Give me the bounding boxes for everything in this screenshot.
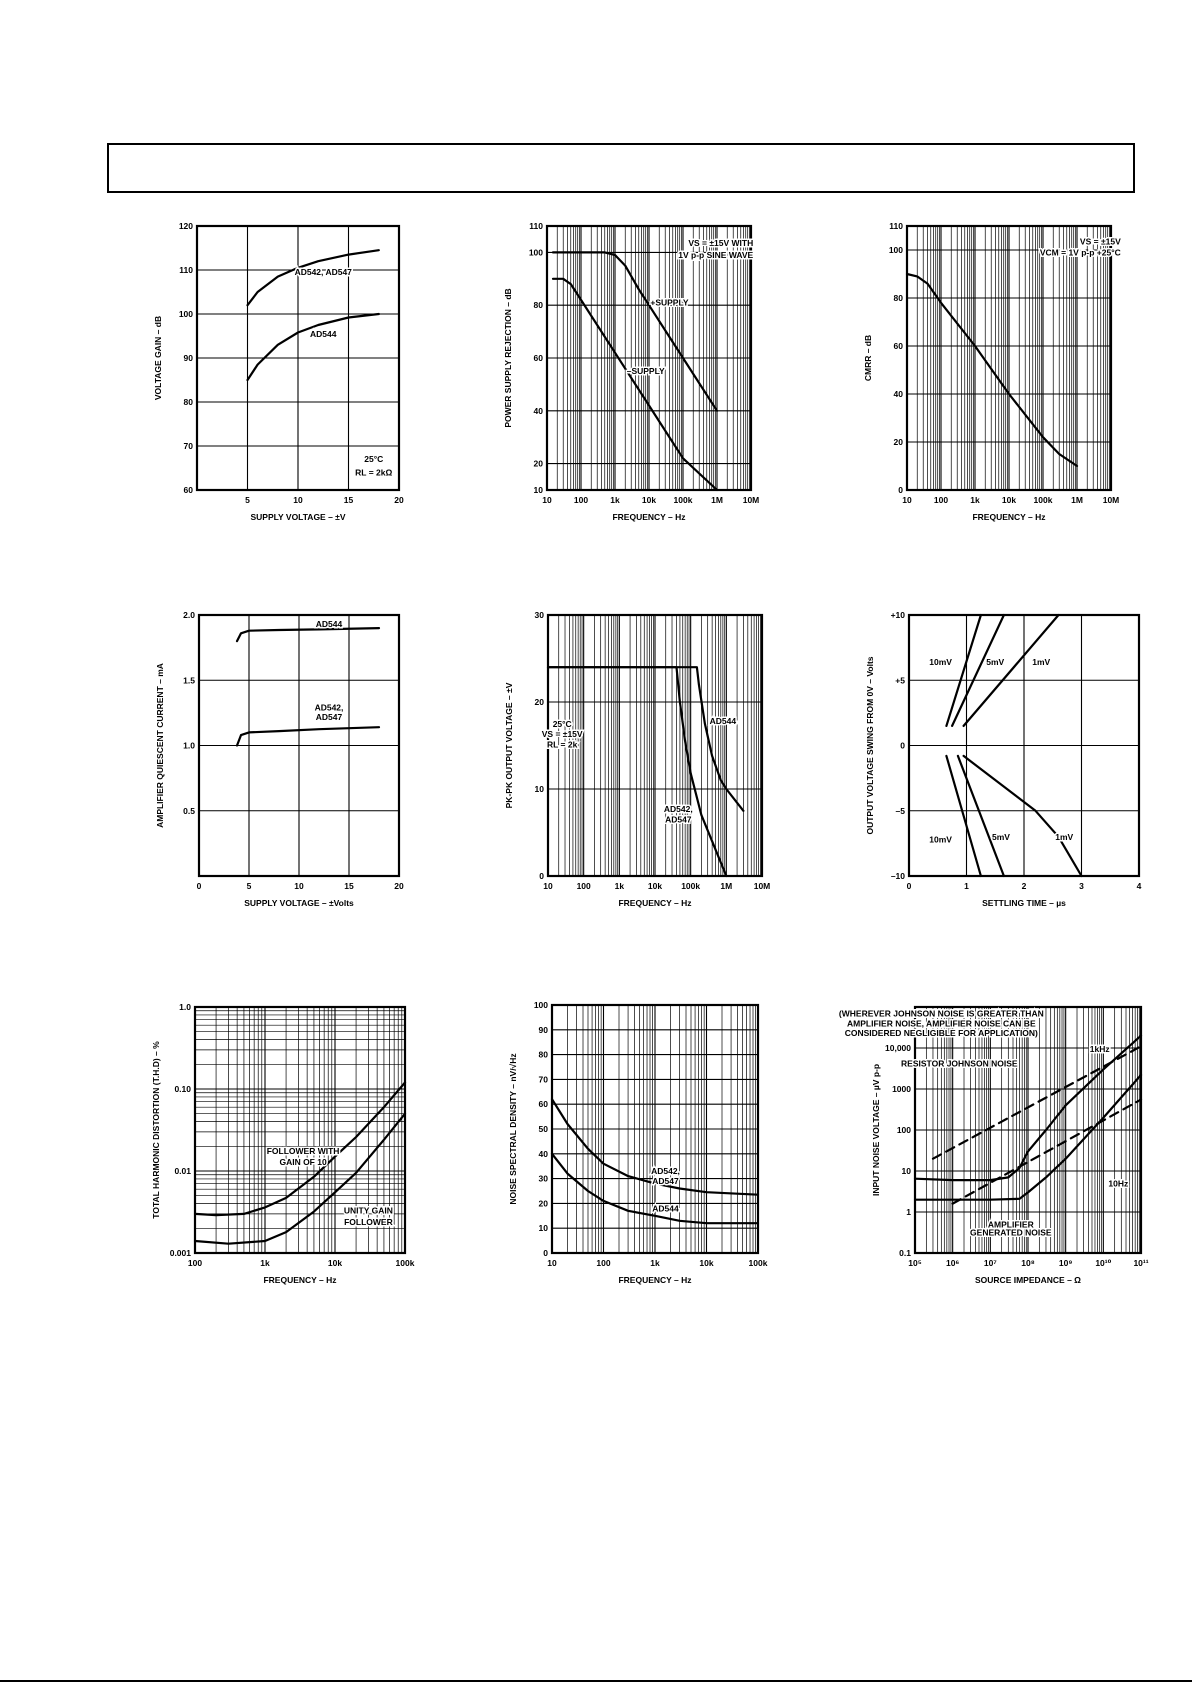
y-tick-label: 40 — [538, 1148, 548, 1159]
x-tick-label: 10 — [542, 495, 552, 505]
x-tick-label: 1k — [970, 495, 980, 505]
x-tick-label: 10k — [1001, 495, 1017, 505]
thd-vs-frequency-chart — [147, 1001, 417, 1301]
annotation-label: VS = ±15V — [541, 729, 583, 740]
x-tick-label: 10 — [543, 881, 553, 891]
x-tick-label: 10 — [902, 495, 912, 505]
y-tick-label: 20 — [534, 697, 544, 707]
x-tick-label: 15 — [343, 495, 354, 505]
annotation-label: AD544 — [315, 619, 343, 630]
x-axis-label: FREQUENCY – Hz — [612, 512, 686, 522]
y-tick-label: 1.0 — [183, 740, 195, 751]
x-tick-label: 1k — [614, 881, 625, 891]
y-tick-label: 90 — [538, 1024, 548, 1035]
annotation-label: 10mV — [929, 834, 952, 845]
y-axis-label: PK-PK OUTPUT VOLTAGE – ±V — [504, 682, 514, 809]
annotation-label: RESISTOR JOHNSON NOISE — [901, 1058, 1018, 1069]
annotation-label: GENERATED NOISE — [970, 1227, 1052, 1238]
annotation-label: 10mV — [929, 656, 952, 667]
y-tick-label: –10 — [890, 871, 905, 881]
cmrr-vs-frequency-chart — [859, 220, 1123, 538]
annotation-label: UNITY GAIN — [343, 1205, 393, 1216]
annotation-label: 25°C — [364, 454, 384, 465]
y-tick-label: +10 — [890, 610, 905, 620]
y-tick-label: 40 — [533, 405, 543, 416]
x-axis-label: SOURCE IMPEDANCE – Ω — [975, 1275, 1081, 1285]
x-tick-label: 1M — [1071, 495, 1083, 505]
x-tick-label: 10 — [547, 1258, 557, 1268]
x-axis-label: SUPPLY VOLTAGE – ±Volts — [244, 898, 354, 908]
x-axis-label: SETTLING TIME – µs — [982, 898, 1066, 908]
series-line — [248, 250, 379, 305]
y-tick-label: 50 — [538, 1124, 548, 1134]
x-tick-label: 10M — [742, 495, 760, 505]
x-tick-label: 10⁹ — [1058, 1258, 1073, 1268]
y-tick-label: 30 — [538, 1173, 548, 1184]
y-tick-label: 60 — [538, 1099, 548, 1110]
y-tick-label: 1 — [906, 1207, 911, 1217]
annotation-label: VCM = 1V p-p +25°C — [1039, 247, 1121, 258]
y-tick-label: 0.01 — [174, 1166, 191, 1176]
x-tick-label: 10⁸ — [1021, 1258, 1035, 1268]
x-tick-label: 3 — [1079, 881, 1084, 891]
y-tick-label: 80 — [538, 1049, 548, 1060]
x-tick-label: 10¹⁰ — [1095, 1258, 1112, 1268]
x-tick-label: 15 — [344, 881, 354, 891]
annotation-label: AD542, AD547 — [294, 267, 352, 278]
y-tick-label: 10 — [538, 1223, 548, 1234]
y-tick-label: 20 — [893, 437, 903, 447]
annotation-label: –SUPPLY — [626, 366, 665, 377]
input-noise-vs-source-impedance-chart — [838, 1001, 1153, 1301]
x-axis-label: FREQUENCY – Hz — [618, 898, 692, 908]
x-tick-label: 10k — [327, 1258, 343, 1268]
annotation-label: AD542, — [651, 1166, 680, 1177]
x-tick-label: 100k — [1033, 495, 1053, 505]
y-tick-label: 120 — [178, 221, 193, 231]
x-tick-label: 10k — [641, 495, 657, 505]
x-axis-label: FREQUENCY – Hz — [618, 1275, 692, 1285]
x-tick-label: 100 — [933, 495, 949, 505]
annotation-label: 10Hz — [1108, 1178, 1129, 1189]
y-tick-label: 30 — [534, 610, 544, 620]
y-tick-label: 100 — [178, 309, 193, 319]
x-tick-label: 10 — [293, 495, 303, 505]
y-tick-label: 80 — [183, 397, 193, 407]
y-tick-label: 110 — [529, 221, 543, 231]
y-tick-label: 80 — [893, 293, 903, 303]
x-tick-label: 100 — [573, 495, 589, 505]
y-tick-label: –5 — [895, 805, 905, 816]
y-tick-label: 1.0 — [179, 1002, 191, 1012]
x-tick-label: 10¹¹ — [1133, 1258, 1149, 1268]
voltage-gain-vs-supply-voltage-chart — [149, 220, 411, 538]
page-bottom-rule — [0, 1680, 1192, 1682]
x-tick-label: 1k — [650, 1258, 660, 1268]
y-tick-label: 2.0 — [183, 610, 195, 620]
x-axis-label: FREQUENCY – Hz — [263, 1275, 337, 1285]
annotation-label: VS = ±15V — [1079, 236, 1121, 247]
annotation-label: (WHEREVER JOHNSON NOISE IS GREATER THAN — [838, 1008, 1044, 1019]
annotation-label: 5mV — [986, 656, 1005, 667]
y-axis-label: OUTPUT VOLTAGE SWING FROM 0V – Volts — [865, 656, 875, 835]
noise-spectral-density-vs-frequency-chart — [504, 999, 770, 1301]
y-tick-label: 20 — [538, 1198, 548, 1209]
y-tick-label: 10,000 — [885, 1043, 911, 1053]
x-tick-label: 10M — [1102, 495, 1120, 505]
y-tick-label: 0 — [543, 1248, 548, 1258]
y-tick-label: 60 — [893, 341, 903, 351]
y-tick-label: 100 — [888, 245, 903, 255]
x-tick-label: 4 — [1136, 881, 1142, 891]
y-tick-label: 10 — [533, 485, 543, 495]
y-tick-label: 110 — [179, 265, 193, 275]
y-tick-label: 110 — [889, 221, 903, 231]
header-title-box — [107, 143, 1135, 193]
x-tick-label: 20 — [394, 495, 404, 505]
y-tick-label: 10 — [534, 784, 544, 794]
annotation-label: AD542, — [314, 702, 344, 713]
y-tick-label: 0.10 — [174, 1084, 191, 1094]
x-tick-label: 1M — [720, 881, 733, 891]
x-tick-label: 1M — [711, 495, 723, 505]
annotation-label: VS = ±15V WITH — [688, 238, 754, 249]
x-tick-label: 1k — [610, 495, 620, 505]
annotation-label: 1kHz — [1089, 1043, 1110, 1054]
x-tick-label: 5 — [245, 495, 250, 505]
y-axis-label: TOTAL HARMONIC DISTORTION (T.H.D) – % — [151, 1041, 161, 1219]
annotation-label: FOLLOWER — [344, 1216, 393, 1227]
series-line — [248, 314, 379, 380]
output-swing-vs-settling-time-chart — [861, 609, 1151, 924]
x-axis-label: FREQUENCY – Hz — [972, 512, 1046, 522]
y-tick-label: 100 — [896, 1125, 911, 1135]
x-tick-label: 100k — [673, 495, 693, 505]
annotation-label: 25°C — [552, 718, 572, 729]
y-tick-label: 0 — [539, 871, 544, 881]
annotation-label: +SUPPLY — [650, 297, 689, 308]
y-axis-label: NOISE SPECTRAL DENSITY – nV/√Hz — [508, 1053, 518, 1205]
y-tick-label: 70 — [538, 1074, 548, 1085]
annotation-label: AD544 — [652, 1203, 679, 1214]
x-tick-label: 100 — [187, 1258, 203, 1268]
annotation-label: AD542, — [663, 804, 693, 815]
y-tick-label: 100 — [533, 1000, 548, 1010]
y-tick-label: 0 — [898, 485, 903, 495]
annotation-label: 1V p-p SINE WAVE — [678, 250, 754, 261]
x-tick-label: 0 — [906, 881, 912, 891]
y-tick-label: 0 — [900, 740, 905, 751]
x-tick-label: 1k — [260, 1258, 270, 1268]
y-tick-label: 20 — [533, 458, 543, 469]
x-tick-label: 10k — [647, 881, 663, 891]
x-tick-label: 100k — [681, 881, 701, 891]
annotation-label: RL = 2k — [547, 739, 578, 750]
x-tick-label: 20 — [394, 881, 404, 891]
y-tick-label: 0.5 — [183, 805, 195, 816]
x-tick-label: 100 — [596, 1258, 611, 1268]
x-tick-label: 10k — [699, 1258, 714, 1268]
series-line — [946, 615, 981, 726]
quiescent-current-vs-supply-voltage-chart — [151, 609, 411, 924]
y-axis-label: INPUT NOISE VOLTAGE – µV p-p — [871, 1063, 881, 1197]
annotation-label: AD544 — [310, 328, 337, 339]
x-tick-label: 100k — [395, 1258, 415, 1268]
x-tick-label: 100k — [748, 1258, 768, 1268]
x-axis-label: SUPPLY VOLTAGE – ±V — [250, 512, 346, 522]
x-tick-label: 2 — [1021, 881, 1027, 891]
annotation-label: AD547 — [665, 814, 692, 825]
annotation-label: 1mV — [1055, 831, 1074, 842]
series-line — [958, 756, 1004, 876]
annotation-label: AD547 — [315, 711, 343, 722]
x-tick-label: 10⁶ — [945, 1258, 960, 1268]
y-tick-label: 0.1 — [899, 1248, 911, 1258]
x-tick-label: 100 — [576, 881, 591, 891]
annotation-label: FOLLOWER WITH — [266, 1146, 340, 1157]
x-tick-label: 10 — [294, 881, 304, 891]
annotation-label: CONSIDERED NEGLIGIBLE FOR APPLICATION) — [844, 1028, 1038, 1039]
y-tick-label: 1000 — [892, 1084, 911, 1094]
annotation-label: GAIN OF 10 — [279, 1157, 327, 1168]
x-tick-label: 10M — [753, 881, 771, 891]
y-tick-label: 100 — [528, 247, 543, 258]
series-line — [907, 274, 1077, 466]
annotation-label: 1mV — [1032, 656, 1051, 667]
y-axis-label: AMPLIFIER QUIESCENT CURRENT – mA — [155, 663, 165, 828]
output-voltage-vs-frequency-chart — [500, 609, 774, 924]
x-tick-label: 1 — [964, 881, 969, 891]
x-tick-label: 0 — [196, 881, 202, 891]
y-tick-label: 40 — [893, 389, 903, 399]
power-supply-rejection-vs-frequency-chart — [499, 220, 763, 538]
annotation-label: AD544 — [709, 716, 737, 727]
x-tick-label: 5 — [246, 881, 252, 891]
y-tick-label: 1.5 — [183, 675, 195, 686]
y-axis-label: VOLTAGE GAIN – dB — [153, 315, 163, 401]
y-tick-label: 70 — [183, 441, 193, 451]
y-tick-label: 10 — [901, 1166, 911, 1176]
series-line — [237, 628, 379, 641]
annotation-label: AMPLIFIER NOISE, AMPLIFIER NOISE CAN BE — [847, 1018, 1036, 1029]
y-tick-label: 80 — [533, 300, 543, 311]
annotation-label: AD547 — [652, 1176, 679, 1187]
x-tick-label: 10⁷ — [983, 1258, 997, 1268]
y-tick-label: 60 — [183, 485, 193, 495]
y-tick-label: 0.001 — [169, 1248, 191, 1258]
y-axis-label: CMRR – dB — [863, 334, 873, 382]
annotation-label: AMPLIFIER — [987, 1219, 1034, 1230]
series-line — [237, 727, 379, 745]
y-tick-label: +5 — [895, 675, 905, 686]
y-tick-label: 60 — [533, 353, 543, 363]
annotation-label: RL = 2kΩ — [355, 467, 393, 478]
annotation-label: 5mV — [992, 831, 1010, 842]
y-axis-label: POWER SUPPLY REJECTION – dB — [503, 288, 513, 428]
x-tick-label: 10⁵ — [908, 1258, 922, 1268]
y-tick-label: 90 — [183, 353, 193, 363]
series-line — [548, 667, 726, 876]
